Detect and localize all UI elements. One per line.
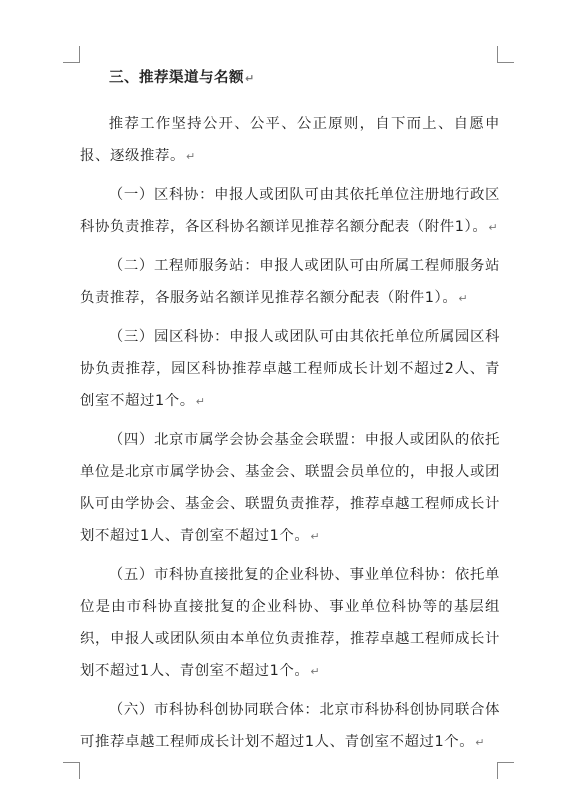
paragraph-park-association: （三）园区科协：申报人或团队可由其依托单位所属园区科协负责推荐，园区科协推荐卓越工程师成长计划不超过2人、青创室不超过1个。↵ [80, 329, 500, 409]
paragraph-intro: 推荐工作坚持公开、公平、公正原则，自下而上、自愿申报、逐级推荐。↵ [80, 116, 500, 164]
paragraph-mark-icon: ↵ [475, 736, 486, 749]
paragraph-mark-icon: ↵ [245, 72, 255, 85]
section-heading: 三、推荐渠道与名额↵ [109, 70, 255, 86]
paragraph-innovation-consortium: （六）市科协科创协同联合体：北京市科协科创协同联合体可推荐卓越工程师成长计划不超过1人、青创室不超过1个。↵ [80, 702, 500, 750]
paragraph-enterprise-associations: （五）市科协直接批复的企业科协、事业单位科协：依托单位是由市科协直接批复的企业科协、事业单位科协等的基层组织，申报人或团队须由本单位负责推荐，推荐卓越工程师成长计划不超过1人、青创室不超过1个。↵ [80, 567, 500, 679]
paragraph-district-association: （一）区科协：申报人或团队可由其依托单位注册地行政区科协负责推荐，各区科协名额详见推荐名额分配表（附件1）。↵ [80, 187, 500, 235]
paragraph-municipal-societies: （四）北京市属学会协会基金会联盟：申报人或团队的依托单位是北京市属学协会、基金会、联盟会员单位的，申报人或团队可由学协会、基金会、联盟负责推荐，推荐卓越工程师成长计划不超过1人、青创室不超过1个。↵ [80, 432, 500, 544]
paragraph-mark-icon: ↵ [195, 395, 206, 408]
document-body[interactable] [80, 67, 500, 765]
paragraph-mark-icon: ↵ [310, 665, 321, 678]
margin-corner-top-left [63, 46, 80, 63]
paragraph-mark-icon: ↵ [488, 221, 499, 234]
paragraph-mark-icon: ↵ [185, 150, 196, 163]
paragraph-mark-icon: ↵ [310, 530, 321, 543]
margin-corner-bottom-left [63, 762, 80, 779]
paragraph-mark-icon: ↵ [458, 292, 469, 305]
paragraph-engineer-service-station: （二）工程师服务站：申报人或团队可由所属工程师服务站负责推荐，各服务站名额详见推荐名额分配表（附件1）。↵ [80, 258, 500, 306]
margin-corner-top-right [497, 46, 514, 63]
